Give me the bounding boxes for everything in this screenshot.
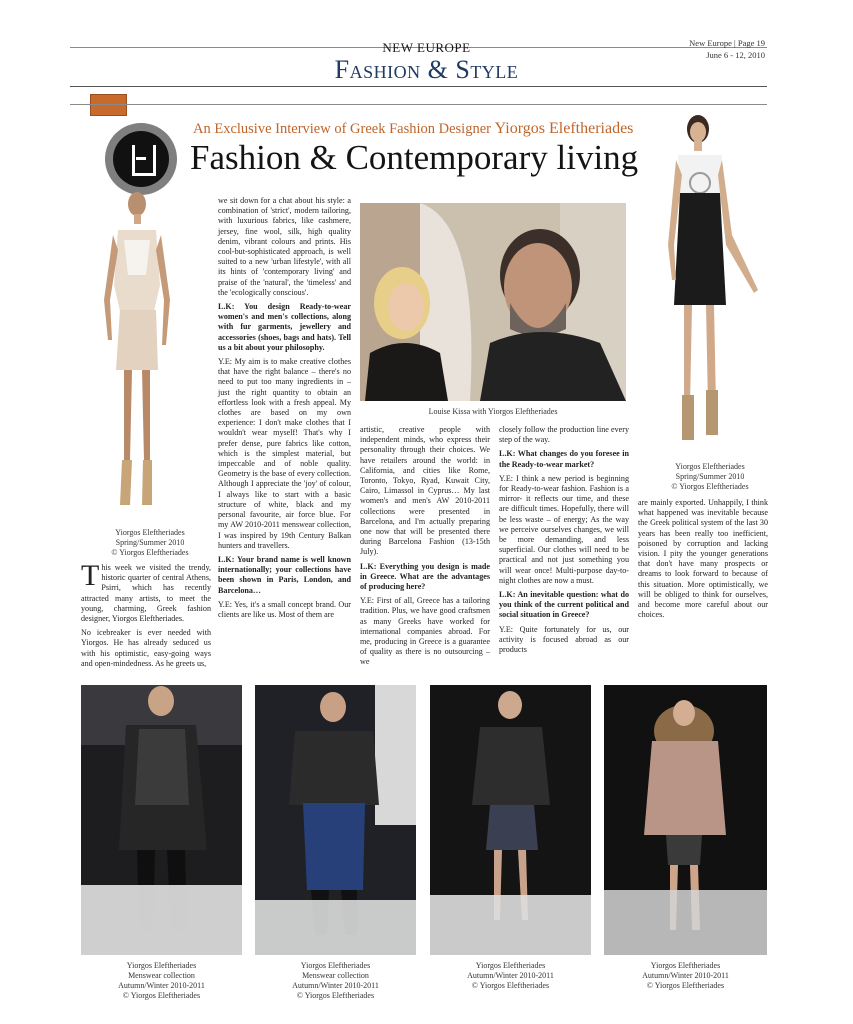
article-column-4: closely follow the production line every step of the way. L.K: What changes do you foresee in the Ready-to-wear market? Y.E: I think a new period is beginning for Ready-to-wear fashion. Fashion is a mirror- it reflects our time, and these are difficult times. Hopefully, there will be less waste – of energy; As the way we perceive ourselves changes, we will be more demanding, and less superficial. Our clothes will need to be practical and not just something you will wear once! Multi-purpose day-to-night clothes are now a must. L.K: An inevitable question: what do you think of the current political and social situation in Greece? Y.E: Quite fortunately for us, our activity is focused abroad as our products xyxy=(499,425,629,655)
interview-photo-caption: Louise Kissa with Yiorgos Eleftheriades xyxy=(428,407,558,416)
article-title: Fashion & Contemporary living xyxy=(190,138,639,177)
page-info xyxy=(689,37,765,61)
left-model-caption: Yiorgos Eleftheriades Spring/Summer 2010 © Yiorgos Eleftheriades xyxy=(111,528,189,557)
designer-logo xyxy=(105,123,177,195)
article-column-5: are mainly exported. Unhappily, I think what happened was inevitable because the Greek political system of the last 30 years has been really too inefficient, poisoned by corruption and lacking vision. I pity the younger generations that don't have many prospects or dreams to look forward to because of this situation. More optimistically, we will be obliged to think for ourselves, and become more careful about our choices. xyxy=(638,498,768,620)
right-model-caption: Yiorgos Eleftheriades Spring/Summer 2010 © Yiorgos Eleftheriades xyxy=(671,462,749,491)
left-model-photo xyxy=(80,190,190,525)
article-column-2: we sit down for a chat about his style: a combination of 'strict', modern tailoring, with luxurious fabrics, like cashmere, jersey, fine wool, silk, high quality denim, vibrant colours and prints. His cool-but-sophisticated approach, is well suited to a new 'urban lifestyle', with all its hints of 'contemporary living' and praise of the 'natural', the 'timeless' and the 'ecologically conscious'. L.K: You design Ready-to-wear women's and men's collections, along with fur garments, jewellery and accessories (shoes, bags and hats). Tell us a bit about your philosophy. Y.E: My aim is to make creative clothes that have the right balance – there's no need to put too many ingredients in – just the right quantity to obtain an effortless look with a fresh appeal. My clothes are based on my own experience: I don't make clothes that I wouldn't wear myself! That's why I prefer dense, pure fabrics like cotton, which is the simplest material, but impeccable and of noble quality. Geometry is the base of every collection. Although I appreciate the 'joy' of colour, I always like to start with a basic structure of white, black and my personal favourite, air force blue. For my AW 2010-2011 menswear collection, I was inspired by 19th Century Balkan hunters and travellers. L.K: Your brand name is well known internationally; your collections have been shown in Paris, London, and Barcelona… Y.E: Yes, it's a small concept brand. Our clients are like us. Most of them are xyxy=(218,196,351,619)
bottom-caption-3: Yiorgos Eleftheriades Autumn/Winter 2010-2011 © Yiorgos Eleftheriades xyxy=(467,961,554,990)
masthead-rule-bottom xyxy=(70,86,767,87)
bottom-photo-3 xyxy=(430,685,591,955)
article-column-3: artistic, creative people with independent minds, who express their personality through their choices. We have retailers around the world: in California, and cities like Rome, Toronto, Tokyo, Ryad, Kuwait City, Cairo, Limassol in Cyprus… My last women's and men's AW 2010-2011 collections were presented in Barcelona, and I'm actually preparing one now that will be presented there during Barcelona Fashion (13-15th July). L.K: Everything you design is made in Greece. What are the advantages of producing here? Y.E: First of all, Greece has a tailoring tradition. Plus, we have good craftsmen as many Greeks have worked for international companies abroad. For me, producing in Greece is a guarantee of quality as there is no outsourcing – we xyxy=(360,425,490,667)
masthead-top: NEW EUROPE xyxy=(382,40,471,55)
interview-photo xyxy=(360,203,626,401)
article-column-1: This week we visited the trendy, historic quarter of central Athens, Psirri, which has recently attracted many artists, to meet the young, charming, Greek fashion designer, Yiorgos Eleftheriades. No icebreaker is ever needed with Yiorgos. He has already seduced us with his optimistic, easy-going ways and open-mindedness. As he greets us, xyxy=(81,559,211,668)
section-tab xyxy=(90,94,127,116)
bottom-photo-1 xyxy=(81,685,242,955)
bottom-caption-4: Yiorgos Eleftheriades Autumn/Winter 2010-2011 © Yiorgos Eleftheriades xyxy=(642,961,729,990)
right-model-photo xyxy=(660,105,770,455)
issue-date: June 6 - 12, 2010 xyxy=(706,50,765,60)
masthead-title: Fashion & Style xyxy=(334,55,519,84)
bottom-caption-1: Yiorgos Eleftheriades Menswear collection Autumn/Winter 2010-2011 © Yiorgos Eleftheriades xyxy=(118,961,205,1000)
bottom-caption-2: Yiorgos Eleftheriades Menswear collection Autumn/Winter 2010-2011 © Yiorgos Eleftheriades xyxy=(292,961,379,1000)
drop-cap: T xyxy=(81,559,100,592)
bottom-photo-2 xyxy=(255,685,416,955)
bottom-photo-4 xyxy=(604,685,767,955)
article-subtitle: An Exclusive Interview of Greek Fashion Designer Yiorgos Eleftheriades xyxy=(193,120,634,137)
page-number: New Europe | Page 19 xyxy=(689,38,765,48)
